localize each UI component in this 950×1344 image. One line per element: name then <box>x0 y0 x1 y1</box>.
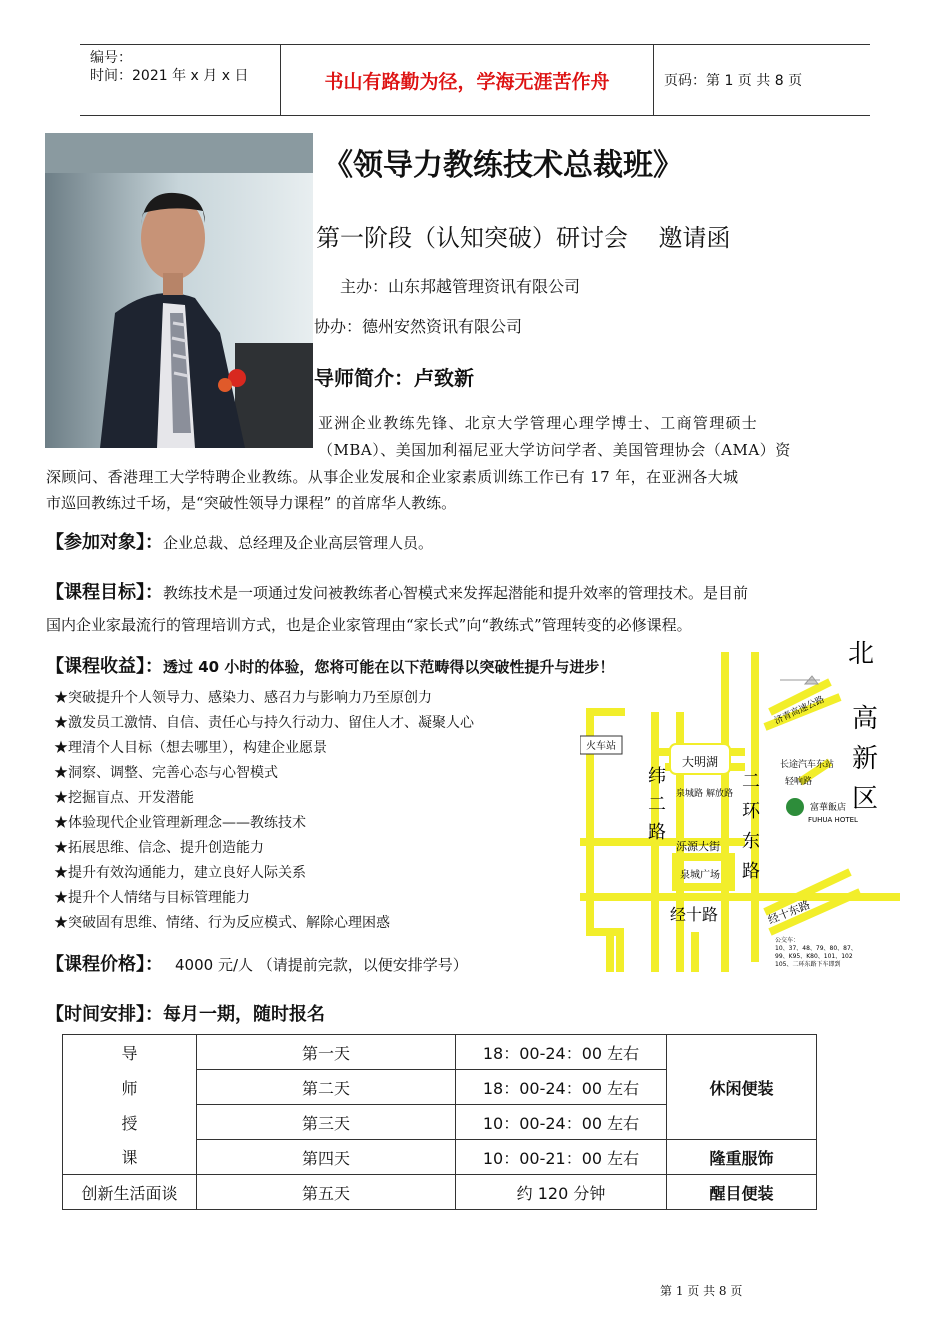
table-cell: 第二天 <box>197 1070 456 1105</box>
goal-label: 【课程目标】： <box>46 582 163 603</box>
map-label-hotel-cn: 富華飯店 <box>810 803 847 813</box>
table-cell: 创新生活面谈 <box>63 1175 197 1210</box>
co-organizer: 协办：德州安然资讯有限公司 <box>314 317 523 336</box>
audience-section <box>46 528 433 554</box>
map-label-jiefang-road: 解放路 <box>706 789 734 799</box>
table-cell: 第一天 <box>197 1035 456 1070</box>
schedule-label: 【时间安排】：每月一期，随时报名 <box>46 1004 325 1025</box>
table-cell: 第四天 <box>197 1140 456 1175</box>
benefits-intro: 透过 40 小时的体验，您将可能在以下范畴得以突破性提升与进步！ <box>163 658 615 676</box>
price-text: 4000 元/人 （请提前完款，以便安排学号） <box>175 956 468 974</box>
map-label-quanyuan: 泺源大街 <box>676 840 720 853</box>
mentor-bio-line-3: 深顾问、香港理工大学特聘企业教练。从事企业发展和企业家素质训练工作已有 17 年，在亚洲各大城 <box>46 468 739 486</box>
mentor-bio-line-1: 亚洲企业教练先锋、北京大学管理心理学博士、工商管理硕士 <box>318 414 759 432</box>
goal-text-1: 教练技术是一项通过发问被教练者心智模式来发挥起潜能和提升效率的管理技术。是目前 <box>163 584 749 602</box>
audience-text: 企业总裁、总经理及企业高层管理人员。 <box>163 534 434 552</box>
map-label-bus-3: 99、K95、K80、101、102 <box>775 953 853 960</box>
page-subtitle: 第一阶段（认知突破）研讨会 邀请函 <box>316 224 731 252</box>
list-item: ★洞察、调整、完善心态与心智模式 <box>54 765 278 781</box>
benefits-list <box>54 686 574 936</box>
table-row <box>63 1175 817 1210</box>
doc-time-label: 时间：2021 年 x 月 x 日 <box>90 68 249 84</box>
price-label: 【课程价格】： <box>46 954 163 975</box>
table-cell: 醒目便装 <box>667 1175 817 1210</box>
header-meta <box>80 45 280 115</box>
map-label-west-road: 纬二路 <box>648 766 666 843</box>
table-row <box>63 1140 817 1175</box>
list-item: ★突破提升个人领导力、感染力、感召力与影响力乃至原创力 <box>54 690 432 706</box>
map-label-quancheng-road: 泉城路 <box>676 789 704 799</box>
table-cell: 18：00-24：00 左右 <box>456 1070 667 1105</box>
mentor-bio-line-4: 市巡回教练过千场，是“突破性领导力课程” 的首席华人教练。 <box>46 494 457 512</box>
map-label-highway: 济青高速公路 <box>773 694 827 727</box>
list-item: ★激发员工激情、自信、责任心与持久行动力、留住人才、凝聚人心 <box>54 715 474 731</box>
header-motto: 书山有路勤为径，学海无涯苦作舟 <box>280 45 654 115</box>
table-cell: 10：00-21：00 左右 <box>456 1140 667 1175</box>
list-item: ★拓展思维、信念、提升创造能力 <box>54 840 264 856</box>
map-label-bus-4: 105、二环东路下车即到 <box>775 961 841 968</box>
table-cell: 休闲便装 <box>667 1035 817 1140</box>
table-cell: 第三天 <box>197 1105 456 1140</box>
doc-id-label: 编号： <box>90 50 132 66</box>
table-cell: 10：00-24：00 左右 <box>456 1105 667 1140</box>
table-cell: 隆重服饰 <box>667 1140 817 1175</box>
map-label-ring-road: 二环东路 <box>742 771 760 882</box>
audience-label: 【参加对象】： <box>46 532 163 553</box>
map-label-jingshi: 经十路 <box>670 905 719 924</box>
map-label-bus-2: 10、37、48、79、80、87、 <box>775 945 857 952</box>
table-row <box>63 1035 817 1070</box>
map-label-shanyin: 轻响路 <box>785 777 813 787</box>
hotel-logo-icon <box>786 798 804 816</box>
table-cell: 导 <box>63 1035 197 1070</box>
map-label-hightech-2: 新 <box>852 744 879 774</box>
mentor-photo <box>45 133 313 448</box>
table-cell: 约 120 分钟 <box>456 1175 667 1210</box>
location-map <box>580 632 900 972</box>
table-cell: 课 <box>63 1140 197 1175</box>
mentor-heading: 导师简介：卢致新 <box>314 366 474 390</box>
table-cell: 授 <box>63 1105 197 1140</box>
table-cell: 师 <box>63 1070 197 1105</box>
table-cell: 第五天 <box>197 1175 456 1210</box>
list-item: ★提升个人情绪与目标管理能力 <box>54 890 250 906</box>
page-footer: 第 1 页 共 8 页 <box>660 1284 743 1298</box>
goal-section <box>46 578 916 604</box>
table-cell: 18：00-24：00 左右 <box>456 1035 667 1070</box>
map-label-square: 泉城广场 <box>680 870 720 881</box>
goal-text-2: 国内企业家最流行的管理培训方式，也是企业家管理由“家长式”向“教练式”管理转变的必修课程。 <box>46 616 692 634</box>
mentor-bio-line-2: （MBA）、美国加利福尼亚大学访问学者、美国管理协会（AMA）资 <box>318 441 791 459</box>
map-label-hotel-en: FUHUA HOTEL <box>808 816 858 824</box>
price-section <box>46 950 468 976</box>
benefits-label: 【课程收益】： <box>46 656 163 677</box>
map-label-hightech-1: 高 <box>852 704 879 734</box>
map-label-bus-station: 长途汽车东站 <box>780 760 835 770</box>
map-label-bus-1: 公交车： <box>775 937 800 944</box>
page-title: 《领导力教练技术总裁班》 <box>323 148 683 183</box>
list-item: ★体验现代企业管理新理念——教练技术 <box>54 815 306 831</box>
page-header <box>80 44 870 116</box>
map-label-hightech-3: 区 <box>852 784 879 814</box>
list-item: ★突破固有思维、情绪、行为反应模式、解除心理困惑 <box>54 915 390 931</box>
map-label-north: 北 <box>848 639 875 669</box>
map-label-lake: 大明湖 <box>681 755 719 769</box>
airplane-icon <box>780 676 820 684</box>
map-label-station: 火车站 <box>586 741 616 752</box>
map-label-jingshi-east: 经十东路 <box>766 898 812 927</box>
list-item: ★理清个人目标（想去哪里），构建企业愿景 <box>54 740 327 756</box>
list-item: ★挖掘盲点、开发潜能 <box>54 790 194 806</box>
list-item: ★提升有效沟通能力，建立良好人际关系 <box>54 865 306 881</box>
schedule-table <box>62 1034 817 1210</box>
header-page-number: 页码：第 1 页 共 8 页 <box>664 73 803 89</box>
organizer: 主办：山东邦越管理资讯有限公司 <box>340 277 581 296</box>
